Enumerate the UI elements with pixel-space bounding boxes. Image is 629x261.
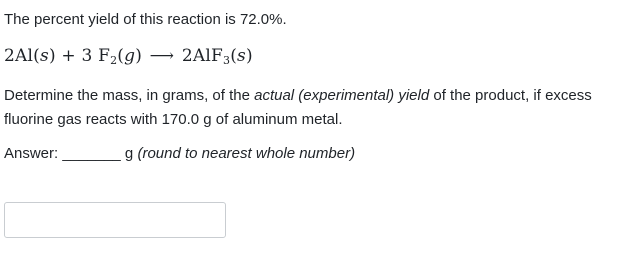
reaction-equation: 2Al(s) + 3 $F_2(g)$ ⟶ 2AlF$_3$(s) bbox=[4, 46, 253, 67]
fluorine-symbol: F bbox=[98, 46, 111, 66]
reaction-arrow: ⟶ bbox=[149, 46, 175, 66]
percent-yield-statement: The percent yield of this reaction is 72.0%. bbox=[4, 11, 287, 28]
answer-input[interactable] bbox=[4, 202, 226, 238]
answer-unit: g bbox=[120, 145, 138, 162]
state-gas: g bbox=[124, 46, 136, 66]
answer-blank: _______ bbox=[62, 145, 121, 162]
coef-al: 2 bbox=[4, 46, 16, 66]
state-solid-2: s bbox=[237, 46, 246, 66]
prompt-text-2: of the product, if excess fluorine gas reacts with 170.0 g of aluminum metal. bbox=[4, 87, 592, 128]
coef-f2: 3 bbox=[81, 46, 93, 66]
prompt-text-1: Determine the mass, in grams, of the bbox=[4, 87, 255, 104]
answer-line bbox=[4, 145, 355, 163]
state-solid-1: s bbox=[40, 46, 49, 66]
aluminum-fluoride-subscript: 3 bbox=[222, 54, 231, 67]
fluorine-subscript: 2 bbox=[110, 54, 118, 67]
answer-label: Answer: bbox=[4, 145, 63, 162]
aluminum-symbol: Al bbox=[15, 46, 34, 66]
coef-alf3: 2 bbox=[181, 46, 193, 66]
aluminum-fluoride-symbol: AlF bbox=[192, 46, 223, 66]
prompt-italic-actual-yield: actual (experimental) yield bbox=[254, 87, 430, 104]
plus-sign: + bbox=[61, 46, 76, 66]
answer-hint: (round to nearest whole number) bbox=[137, 145, 356, 162]
question-prompt bbox=[4, 84, 624, 132]
